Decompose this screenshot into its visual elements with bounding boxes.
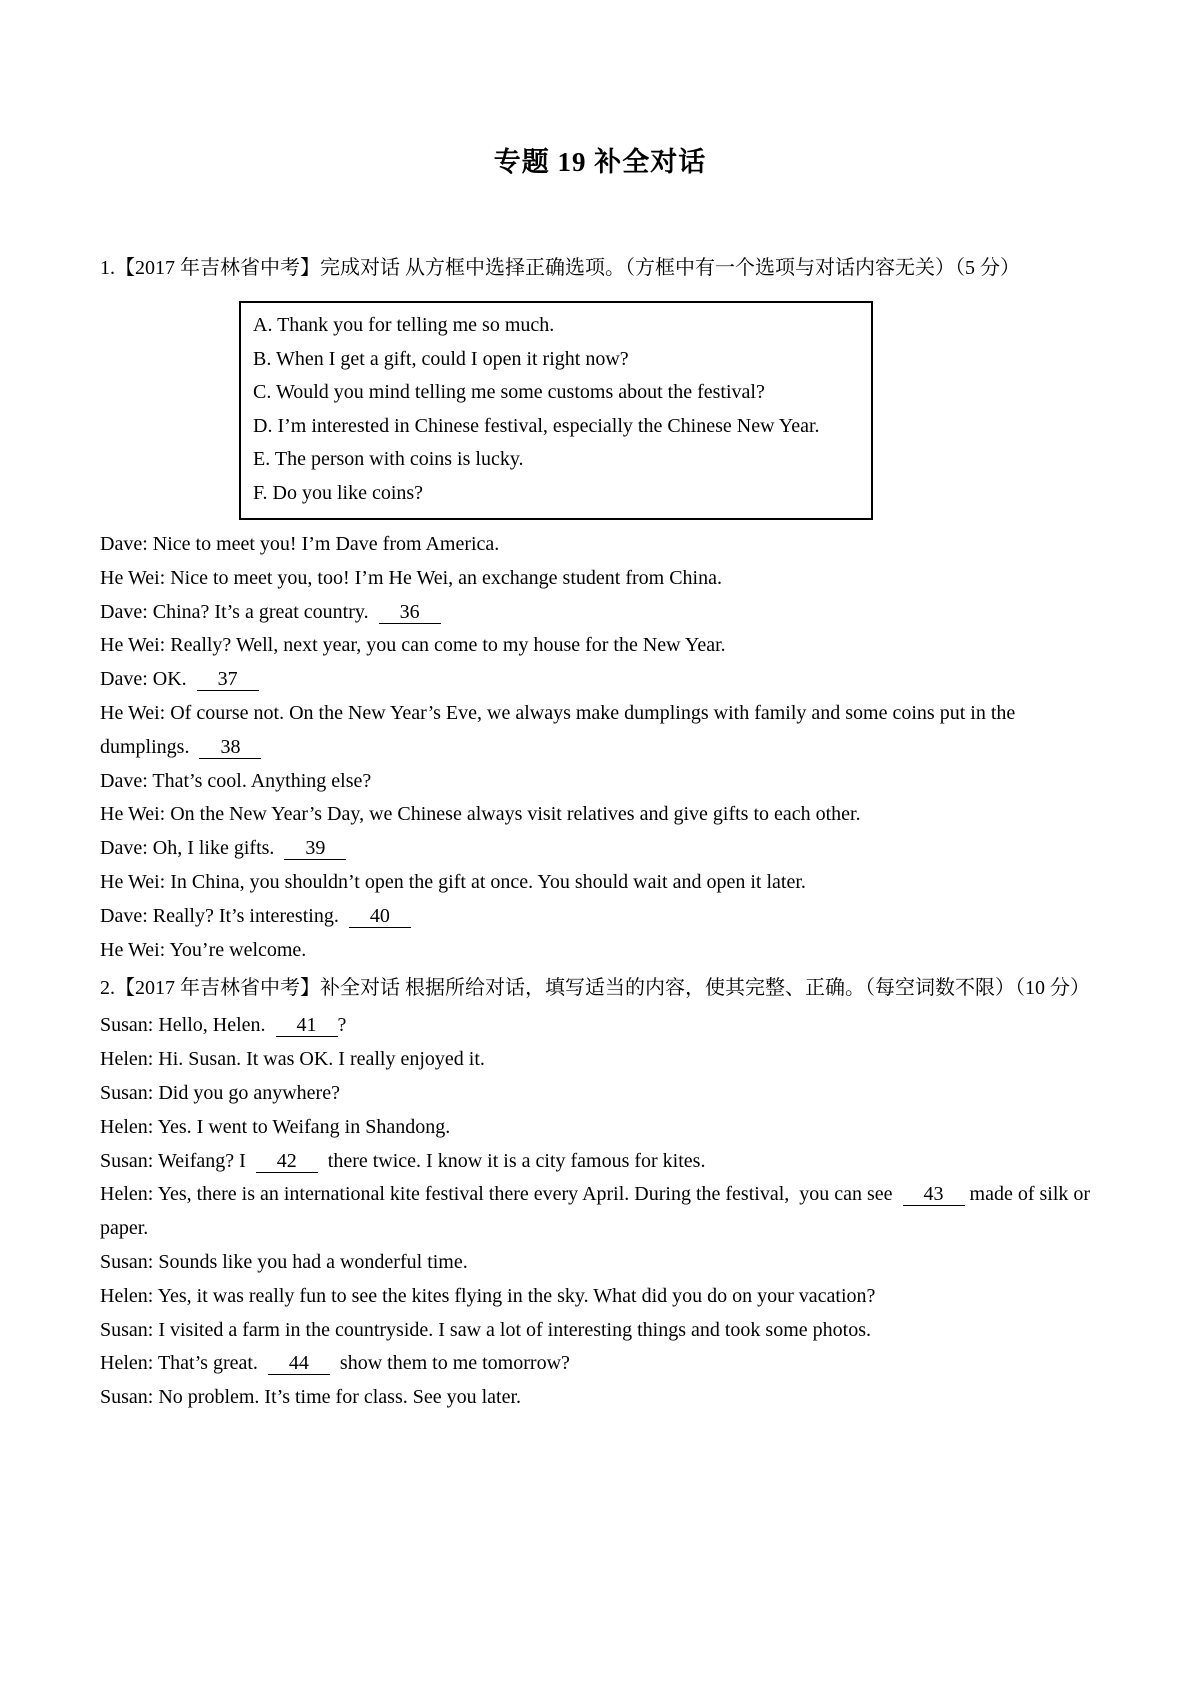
options-box [239,301,873,520]
dialogue-text: Dave: That’s cool. Anything else? [100,769,372,792]
dialogue-text: Helen: Yes, there is an international kite festival there every April. During the festival, you can see [100,1183,903,1206]
dialogue-text: show them to me tomorrow? [329,1352,570,1375]
answer-blank-41 [276,1014,338,1037]
dialogue-line [100,900,1100,934]
blank-number: 36 [399,600,420,623]
dialogue-line [100,798,1100,832]
dialogue-line [100,1077,1100,1111]
blank-number: 37 [217,668,238,691]
dialogue-text: He Wei: Of course not. On the New Year’s Eve, we always make dumplings with family and some coins put in the dumplings. [100,701,1021,758]
dialogue-text: ? [337,1014,347,1037]
option-e: E. The person with coins is lucky. [253,448,524,470]
dialogue-text: Dave: Nice to meet you! I’m Dave from America. [100,533,500,555]
question2-intro: 2.【2017 年吉林省中考】补全对话 根据所给对话，填写适当的内容，使其完整、正确。（每空词数不限）（10 分） [100,977,1090,1000]
dialogue-line [100,596,1100,630]
blank-number: 42 [276,1149,297,1172]
answer-blank-36 [379,601,441,624]
dialogue-line [100,1043,1100,1077]
option-a: A. Thank you for telling me so much. [253,314,555,336]
option-b: B. When I get a gift, could I open it right now? [253,347,629,370]
dialogue-line [100,1145,1100,1179]
option-f: F. Do you like coins? [253,481,424,504]
answer-blank-42 [256,1150,318,1173]
dialogue-text: Dave: Oh, I like gifts. [100,837,285,860]
dialogue-line [100,562,1100,596]
dialogue-line [100,934,1100,968]
dialogue-line [100,528,1100,562]
option-d: D. I’m interested in Chinese festival, especially the Chinese New Year. [253,414,820,437]
blank-number: 39 [305,837,326,860]
dialogue-line [100,1111,1100,1145]
dialogue-text: He Wei: In China, you shouldn’t open the gift at once. You should wait and open it later. [100,870,806,893]
blank-number: 41 [296,1014,317,1037]
answer-blank-43 [903,1183,965,1206]
answer-blank-38 [199,736,261,759]
dialogue-text: He Wei: On the New Year’s Day, we Chinese always visit relatives and give gifts to each other. [100,803,861,826]
dialogue-line [100,697,1100,765]
dialogue-text: Susan: Sounds like you had a wonderful time. [100,1250,468,1273]
page-title: 专题 19 补全对话 [493,147,707,177]
answer-blank-39 [284,837,346,860]
blank-number: 40 [369,904,390,927]
dialogue-1 [100,528,1100,967]
dialogue-line [100,765,1100,799]
blank-number: 43 [923,1183,944,1206]
dialogue-line [100,866,1100,900]
dialogue-2 [100,1009,1100,1415]
blank-number: 38 [220,735,241,758]
dialogue-text: Dave: OK. [100,668,197,691]
dialogue-text: Susan: No problem. It’s time for class. See you later. [100,1386,522,1409]
dialogue-line [100,1314,1100,1348]
dialogue-text: Helen: Yes, it was really fun to see the kites flying in the sky. What did you do on your vacation? [100,1284,876,1307]
question1-intro: 1.【2017 年吉林省中考】完成对话 从方框中选择正确选项。（方框中有一个选项与对话内容无关）（5 分） [100,257,1020,279]
dialogue-text: Helen: Yes. I went to Weifang in Shandong. [100,1115,451,1138]
dialogue-text: Helen: Hi. Susan. It was OK. I really enjoyed it. [100,1048,485,1071]
dialogue-text: Susan: Did you go anywhere? [100,1081,340,1104]
answer-blank-40 [349,905,411,928]
dialogue-text: Helen: That’s great. [100,1352,268,1375]
dialogue-text: He Wei: Nice to meet you, too! I’m He Wei, an exchange student from China. [100,566,722,589]
dialogue-text: He Wei: Really? Well, next year, you can come to my house for the New Year. [100,634,726,657]
answer-blank-44 [268,1352,330,1375]
dialogue-line [100,832,1100,866]
dialogue-text: there twice. I know it is a city famous for kites. [317,1149,706,1172]
dialogue-text: Susan: Weifang? I [100,1149,256,1172]
dialogue-line [100,663,1100,697]
dialogue-line [100,1381,1100,1415]
blank-number: 44 [288,1352,309,1375]
dialogue-text: Dave: China? It’s a great country. [100,600,379,623]
dialogue-line [100,629,1100,663]
dialogue-line [100,1009,1100,1043]
dialogue-text: Susan: I visited a farm in the countryside. I saw a lot of interesting things and took some photos. [100,1318,871,1341]
dialogue-text: Dave: Really? It’s interesting. [100,904,349,927]
dialogue-line [100,1246,1100,1280]
dialogue-line [100,1178,1100,1246]
dialogue-line [100,1280,1100,1314]
dialogue-text: made of silk or paper. [100,1183,1096,1240]
dialogue-line [100,1347,1100,1381]
dialogue-text: He Wei: You’re welcome. [100,938,307,961]
answer-blank-37 [197,668,259,691]
dialogue-text: Susan: Hello, Helen. [100,1014,276,1037]
option-c: C. Would you mind telling me some customs about the festival? [253,381,765,403]
